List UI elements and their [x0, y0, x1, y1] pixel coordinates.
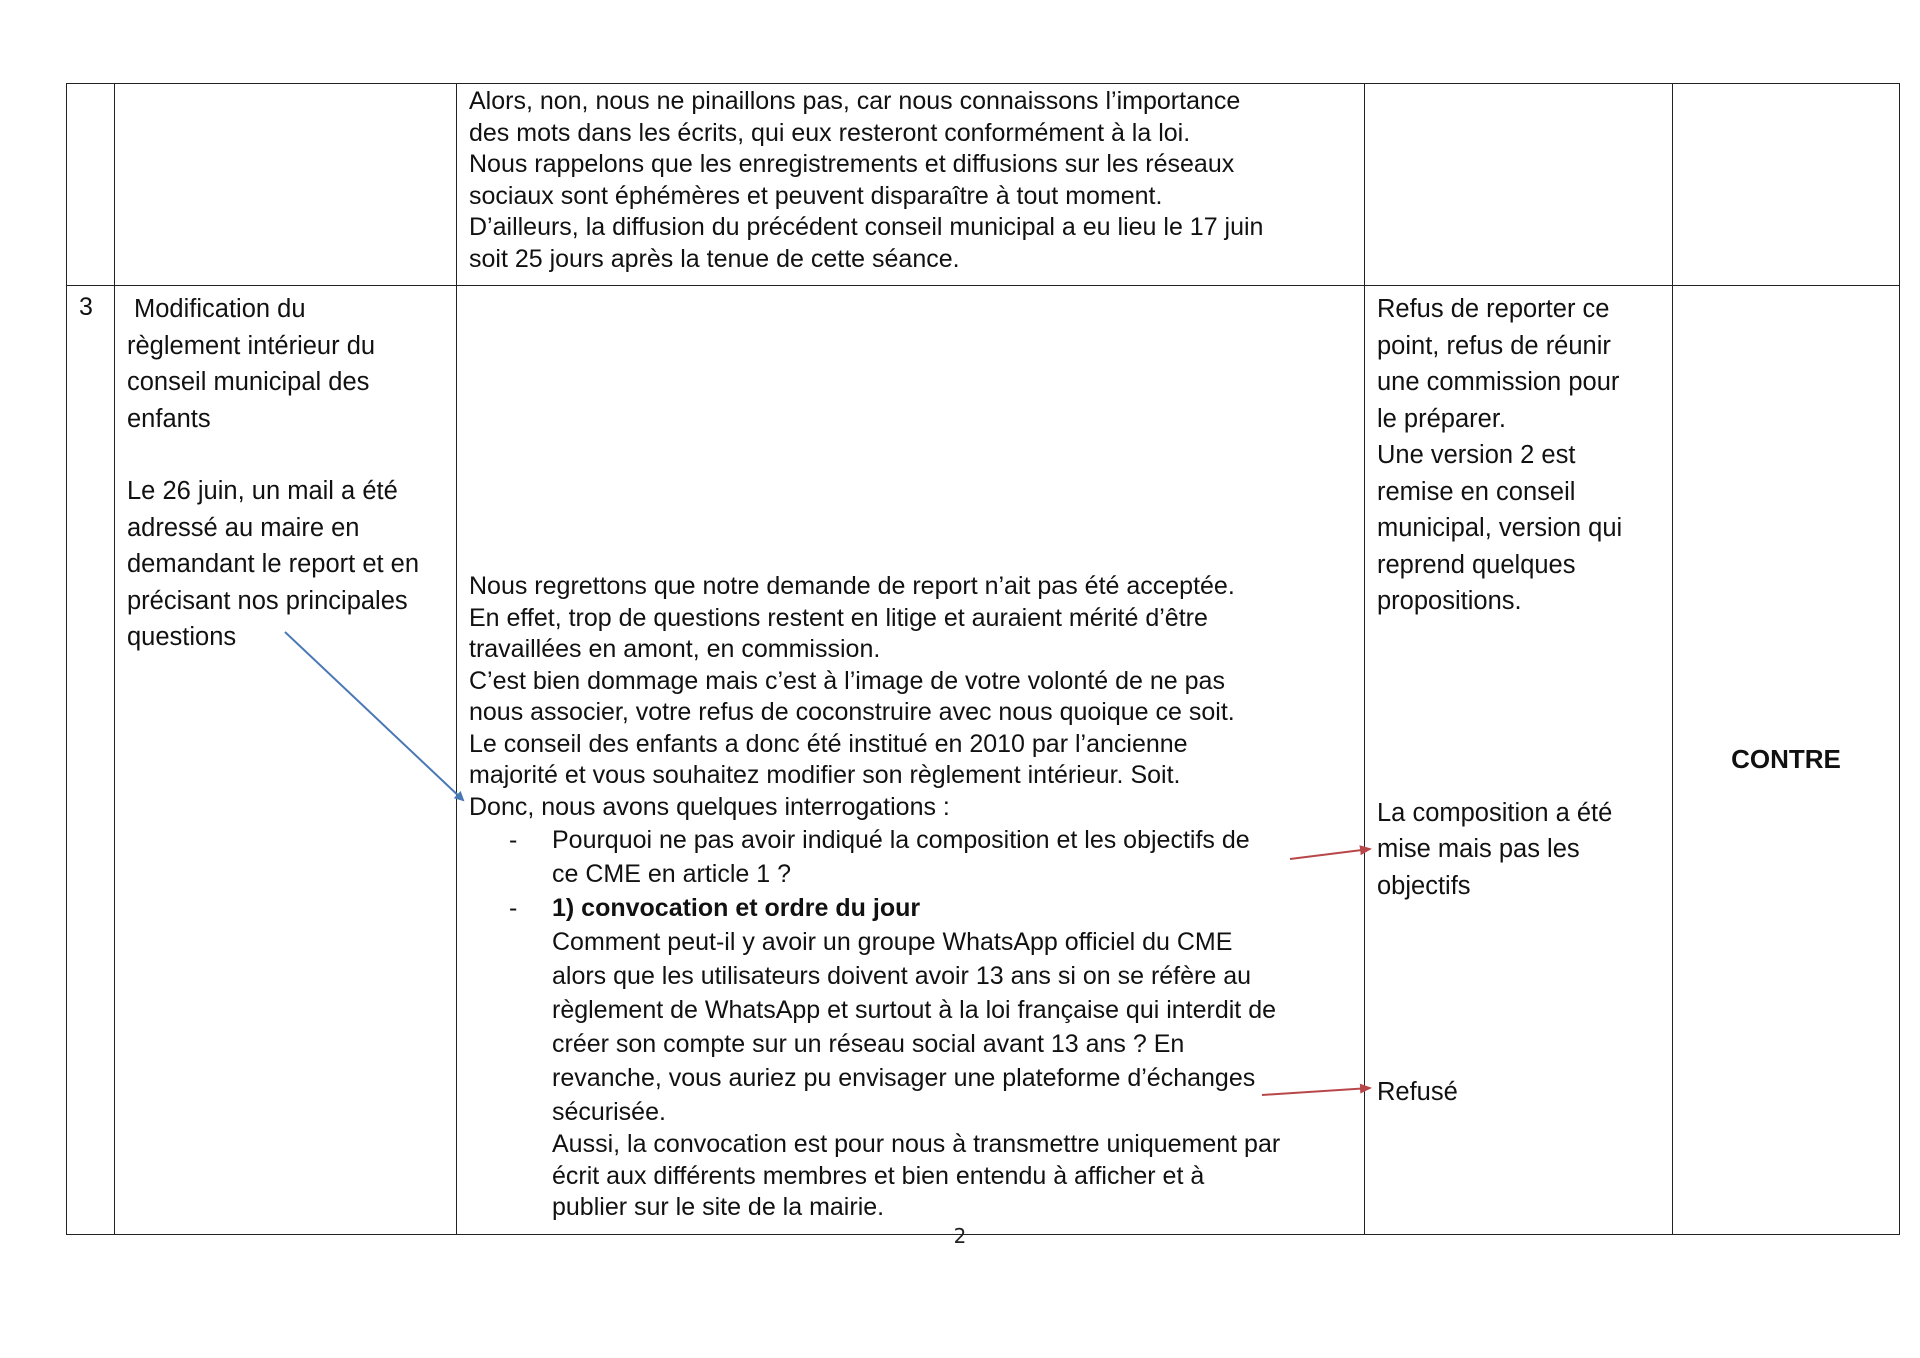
- bullet-line: Comment peut-il y avoir un groupe WhatsApp officiel du CME: [552, 928, 1233, 956]
- deliberation-table: [66, 83, 1900, 1235]
- cell-response: [1365, 286, 1673, 1235]
- text-line: C’est bien dommage mais c’est à l’image de votre volonté de ne pas: [469, 666, 1225, 695]
- response-line: point, refus de réunir: [1377, 331, 1611, 360]
- cell-vote: [1673, 286, 1900, 1235]
- cell-intervention-text: [457, 84, 1365, 286]
- subject-title-line: règlement intérieur du: [127, 331, 376, 360]
- subject-note-line: demandant le report et en: [127, 550, 420, 578]
- bullet-line: Aussi, la convocation est pour nous à transmettre uniquement par: [552, 1130, 1281, 1158]
- response-line: La composition a été: [1377, 798, 1613, 827]
- text-line: majorité et vous souhaitez modifier son règlement intérieur. Soit.: [469, 761, 1181, 789]
- response-line: Refus de reporter ce: [1377, 295, 1610, 323]
- table-row-item-3: [67, 286, 1900, 1235]
- response-line: le préparer.: [1377, 404, 1506, 433]
- response-line: reprend quelques: [1377, 550, 1576, 579]
- response-line: propositions.: [1377, 587, 1522, 615]
- subject-note-line: Le 26 juin, un mail a été: [127, 477, 398, 505]
- item-number: 3: [79, 293, 93, 321]
- bullet-item-composition: [469, 823, 1354, 891]
- bullet-line: écrit aux différents membres et bien entendu à afficher et à: [552, 1161, 1205, 1190]
- bullet-line: ce CME en article 1 ?: [552, 860, 791, 888]
- text-line: travaillées en amont, en commission.: [469, 635, 881, 663]
- bullet-line: règlement de WhatsApp et surtout à la loi française qui interdit de: [552, 996, 1277, 1024]
- bullet-dash: -: [509, 894, 518, 922]
- bullet-line: publier sur le site de la mairie.: [552, 1193, 885, 1221]
- text-line: des mots dans les écrits, qui eux resteront conformément à la loi.: [469, 118, 1191, 147]
- vote-label: CONTRE: [1731, 744, 1841, 775]
- response-line: une commission pour: [1377, 368, 1620, 396]
- text-line: Donc, nous avons quelques interrogations :: [469, 792, 950, 821]
- subject-title-line: conseil municipal des: [127, 368, 370, 396]
- subject-note-line: précisant nos principales: [127, 586, 408, 615]
- response-line: remise en conseil: [1377, 477, 1576, 506]
- bullet-item-convocation: [469, 891, 1354, 1224]
- cell-subject: [115, 286, 457, 1235]
- bullet-line: sécurisée.: [552, 1098, 666, 1126]
- text-line: Nous regrettons que notre demande de report n’ait pas été acceptée.: [469, 572, 1235, 600]
- cell-number: [67, 286, 115, 1235]
- bullet-heading: 1) convocation et ordre du jour: [552, 894, 921, 922]
- subject-title-line: Modification du: [134, 295, 306, 323]
- bullet-line: alors que les utilisateurs doivent avoir 13 ans si on se réfère au: [552, 962, 1251, 990]
- text-line: nous associer, votre refus de coconstruire avec nous quoique ce soit.: [469, 698, 1235, 726]
- response-line: Une version 2 est: [1377, 441, 1576, 469]
- text-line: D’ailleurs, la diffusion du précédent conseil municipal a eu lieu le 17 juin: [469, 213, 1264, 241]
- text-line: Alors, non, nous ne pinaillons pas, car nous connaissons l’importance: [469, 87, 1241, 115]
- cell-response: [1365, 84, 1673, 286]
- bullet-dash: -: [509, 826, 518, 854]
- text-line: Nous rappelons que les enregistrements et diffusions sur les réseaux: [469, 150, 1235, 178]
- cell-number: [67, 84, 115, 286]
- response-line: objectifs: [1377, 871, 1471, 900]
- bullet-line: Pourquoi ne pas avoir indiqué la composition et les objectifs de: [552, 826, 1250, 854]
- bullet-line: créer son compte sur un réseau social avant 13 ans ? En: [552, 1030, 1185, 1058]
- cell-intervention-text: [457, 286, 1365, 1235]
- cell-subject: [115, 84, 457, 286]
- page-number: 2: [953, 1224, 967, 1248]
- response-line: mise mais pas les: [1377, 835, 1580, 863]
- text-line: En effet, trop de questions restent en litige et auraient mérité d’être: [469, 603, 1208, 632]
- subject-note-line: adressé au maire en: [127, 513, 360, 542]
- response-line: municipal, version qui: [1377, 514, 1623, 542]
- response-refused: Refusé: [1377, 1078, 1458, 1106]
- text-line: soit 25 jours après la tenue de cette séance.: [469, 244, 960, 273]
- subject-title-line: enfants: [127, 404, 211, 433]
- bullet-line: revanche, vous auriez pu envisager une plateforme d’échanges: [552, 1064, 1256, 1092]
- table-row-continuation: [67, 84, 1900, 286]
- text-line: sociaux sont éphémères et peuvent disparaître à tout moment.: [469, 181, 1163, 210]
- cell-vote: [1673, 84, 1900, 286]
- subject-note-line: questions: [127, 623, 237, 651]
- text-line: Le conseil des enfants a donc été institué en 2010 par l’ancienne: [469, 729, 1188, 758]
